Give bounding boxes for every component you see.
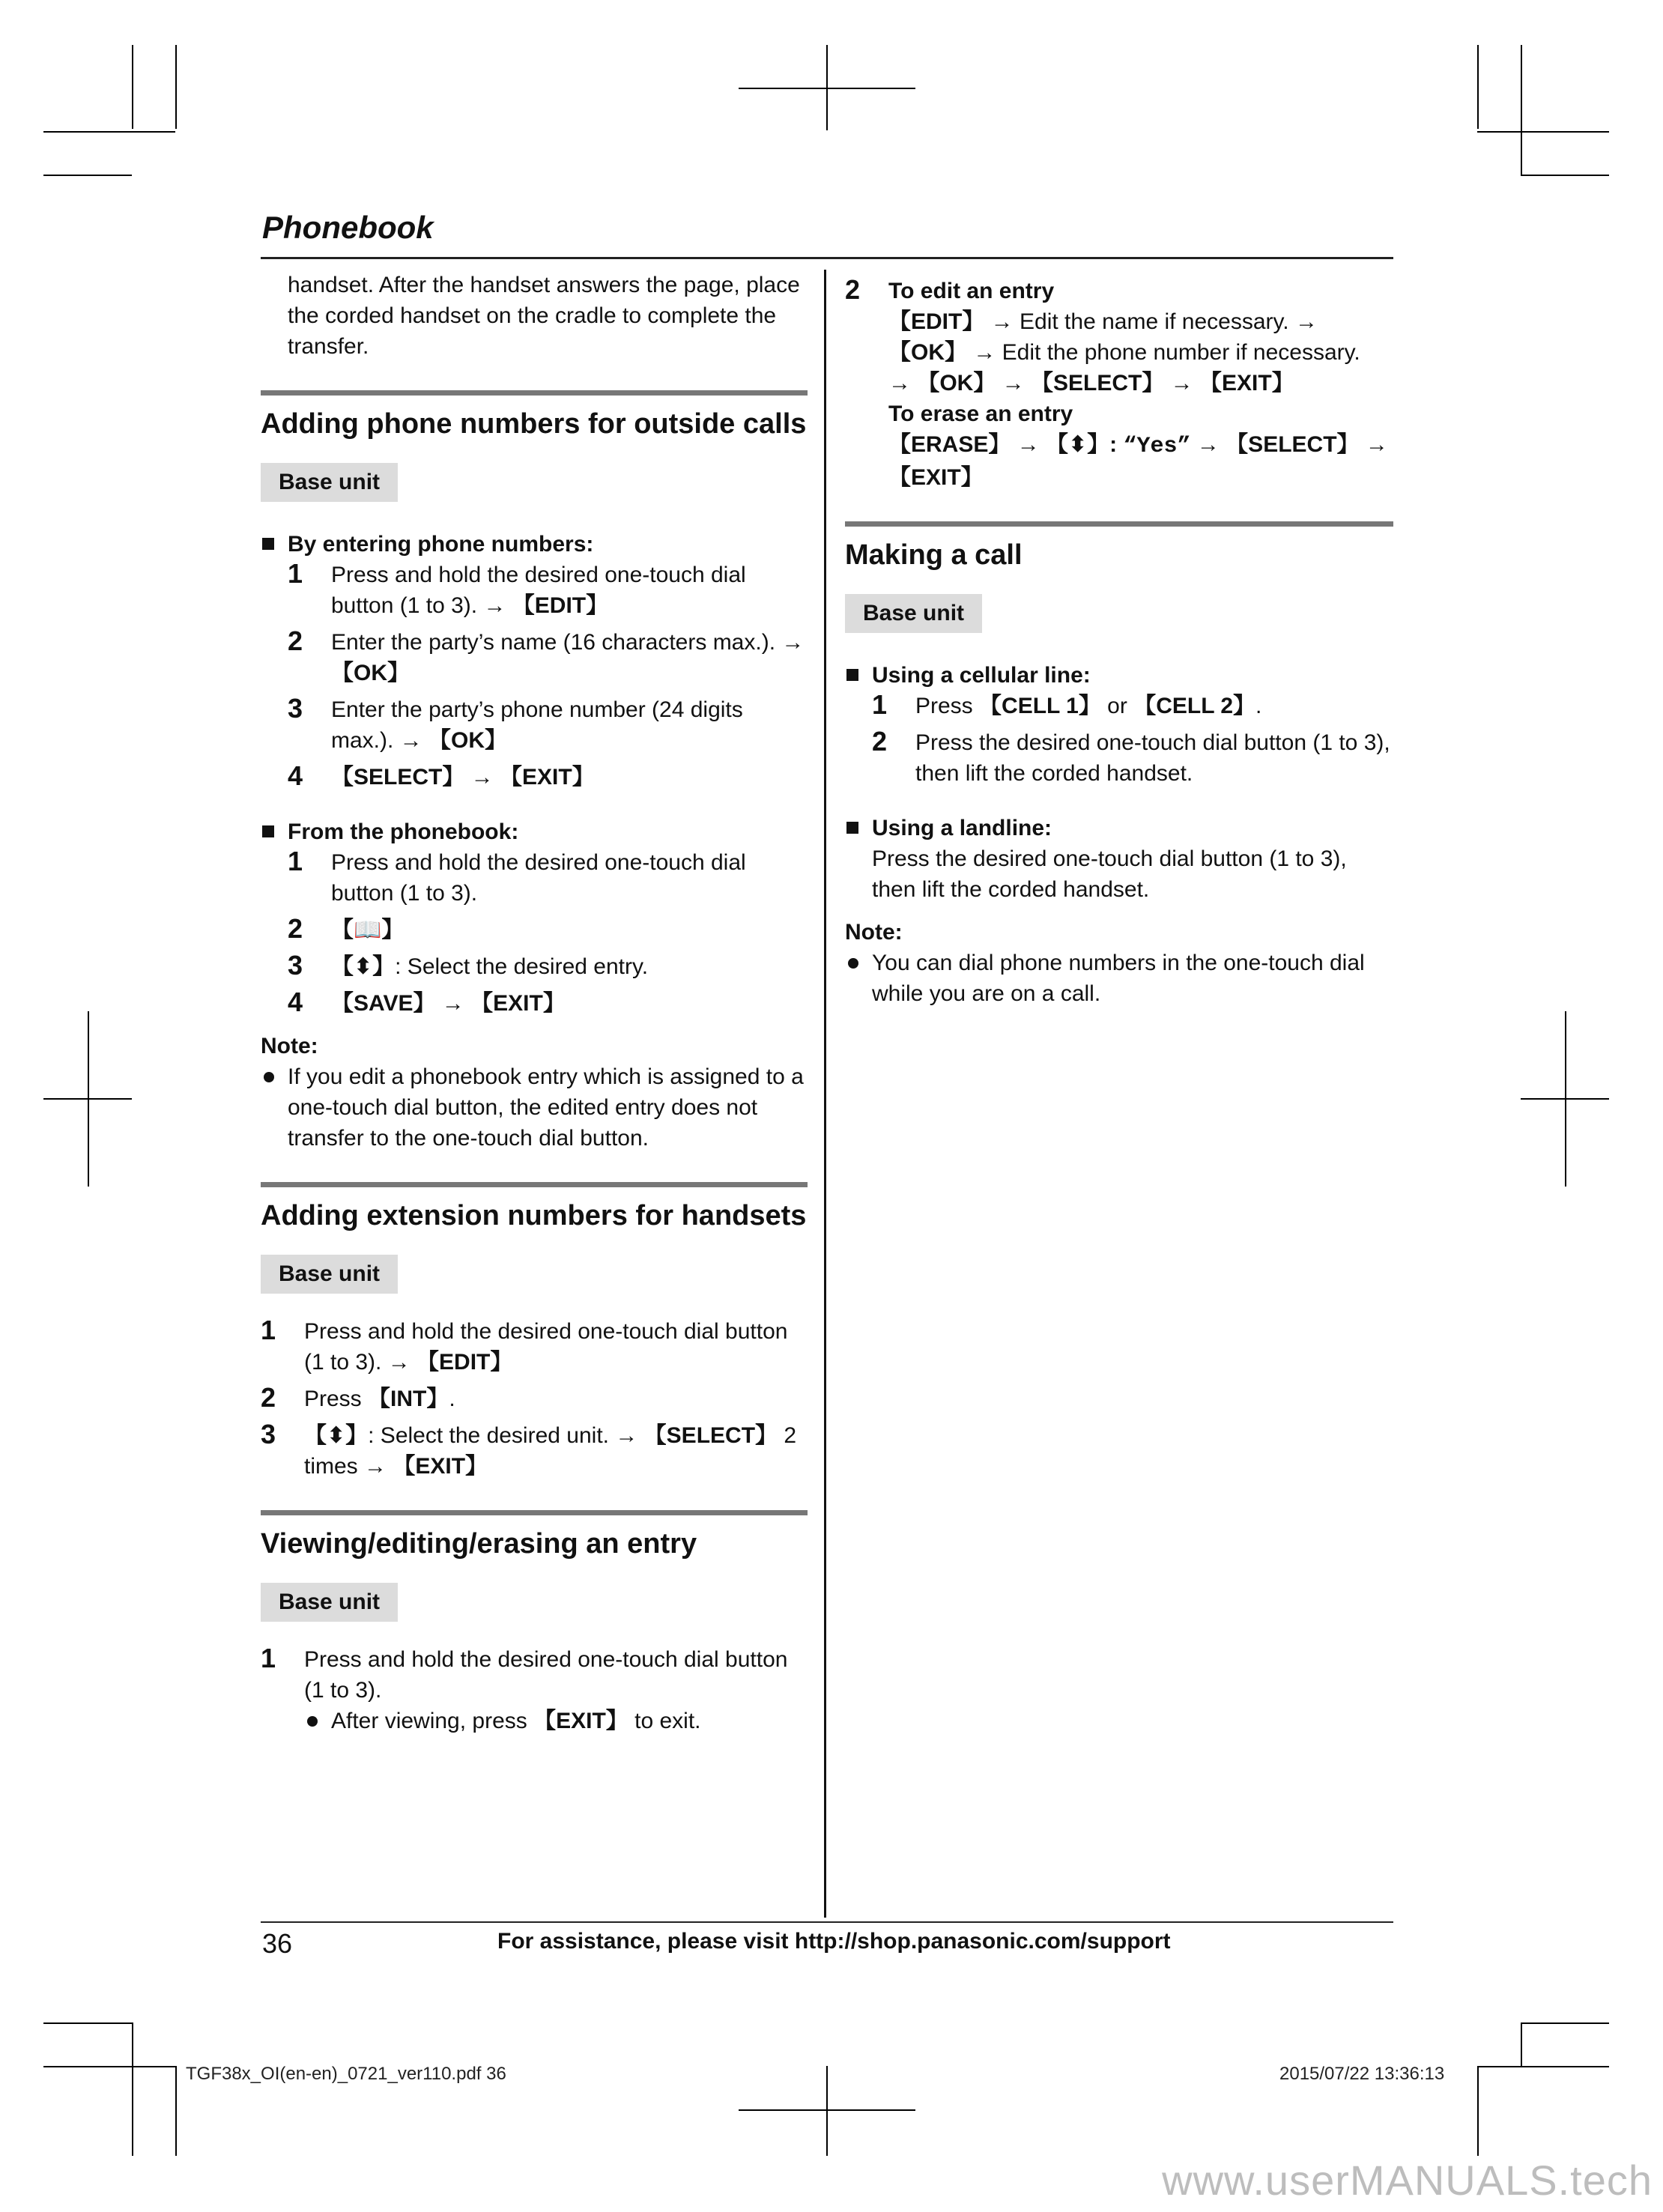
subhead-landline: Using a landline:: [845, 813, 1393, 843]
footer-rule: [261, 1921, 1393, 1923]
section-title: Phonebook: [262, 210, 434, 245]
heading-extension-numbers: Adding extension numbers for handsets: [261, 1200, 807, 1231]
note-label: Note:: [845, 920, 903, 945]
list-item: 1 Press and hold the desired one-touch dial button (1 to 3). → 【EDIT】: [288, 558, 746, 618]
base-unit-badge: Base unit: [261, 1255, 398, 1294]
navigator-key-icon: 【⬍】: [304, 1423, 369, 1448]
heading-rule: [261, 1182, 808, 1187]
square-bullet-icon: [846, 669, 858, 681]
crop-mark: [1477, 45, 1479, 129]
heading-outside-calls: Adding phone numbers for outside calls: [261, 408, 807, 440]
sub-bullet: After viewing, press 【EXIT】 to exit.: [304, 1706, 808, 1736]
left-column: [261, 270, 808, 1742]
note-label: Note:: [261, 1034, 318, 1058]
crop-mark: [43, 175, 132, 176]
intro-text: handset. After the handset answers the page, place the corded handset on the cradle to complete the transfer.: [288, 273, 800, 359]
list-item: 3 【⬍】: Select the desired unit. → 【SELECT】 2 times → 【EXIT】: [261, 1419, 797, 1479]
crop-mark: [1521, 2022, 1609, 2024]
crop-mark: [175, 2066, 177, 2156]
phonebook-key-icon: 【📖】: [331, 918, 405, 942]
crop-mark: [739, 88, 915, 89]
subhead-by-entering: By entering phone numbers:: [261, 529, 808, 560]
crop-mark: [175, 45, 177, 129]
support-footer: For assistance, please visit http://shop.panasonic.com/support: [497, 1929, 1171, 1954]
subhead-edit-entry: To edit an entry: [888, 279, 1055, 303]
crop-mark: [1521, 175, 1609, 176]
watermark: www.userMANUALS.tech: [1162, 2157, 1653, 2204]
list-item: 4 【SAVE】 → 【EXIT】: [288, 987, 566, 1017]
print-date-info: 2015/07/22 13:36:13: [1279, 2064, 1445, 2084]
subhead-from-phonebook: From the phonebook:: [261, 816, 808, 847]
crop-mark: [43, 1098, 132, 1100]
heading-viewing-editing: Viewing/editing/erasing an entry: [261, 1528, 697, 1560]
crop-mark: [132, 2022, 133, 2156]
landline-text: Press the desired one-touch dial button (1 to 3), then lift the corded handset.: [872, 846, 1347, 902]
bullet-icon: [307, 1716, 318, 1727]
square-bullet-icon: [262, 825, 274, 837]
list-item: 1 Press and hold the desired one-touch dial button (1 to 3). → 【EDIT】: [261, 1315, 788, 1375]
page-number: 36: [262, 1928, 293, 1959]
crop-mark: [826, 2066, 828, 2156]
subhead-erase-entry: To erase an entry: [888, 402, 1073, 426]
list-item: 1 Press 【CELL 1】 or 【CELL 2】.: [872, 689, 1262, 720]
crop-mark: [1521, 1098, 1609, 1100]
crop-mark: [43, 2066, 175, 2067]
list-item: 4 【SELECT】 → 【EXIT】: [288, 760, 595, 791]
crop-mark: [132, 45, 133, 129]
list-item: 2 Press 【INT】.: [261, 1382, 455, 1413]
crop-mark: [1521, 2022, 1522, 2067]
list-item: 2 Press the desired one-touch dial button (1 to 3), then lift the corded handset.: [872, 726, 1390, 786]
subhead-cellular-line: Using a cellular line:: [845, 660, 1393, 691]
heading-rule: [845, 521, 1393, 527]
list-item: 2 【📖】: [288, 913, 405, 944]
note-item: You can dial phone numbers in the one-touch dial while you are on a call.: [845, 948, 1393, 1009]
list-item: 2 To edit an entry 【EDIT】 → Edit the name if necessary. → 【OK】 → Edit the phone number if necessary. → 【OK】 → 【SELECT】 → 【EXIT】 To erase an entry 【ERASE】 → 【⬍】: “Yes” → 【SELECT】 → 【EXIT】: [845, 276, 1393, 493]
crop-mark: [1521, 45, 1522, 175]
heading-rule: [261, 1510, 808, 1515]
list-item: 3 Enter the party’s phone number (24 digits max.). → 【OK】: [288, 693, 743, 753]
list-item: 1 Press and hold the desired one-touch dial button (1 to 3). After viewing, press 【EXIT】 to exit.: [261, 1644, 808, 1736]
square-bullet-icon: [846, 822, 858, 834]
column-divider: [824, 270, 826, 1918]
navigator-key-icon: 【⬍】: [331, 954, 396, 979]
print-file-info: TGF38x_OI(en-en)_0721_ver110.pdf 36: [186, 2064, 506, 2084]
list-item: 2 Enter the party’s name (16 characters max.). → 【OK】: [288, 625, 805, 685]
heading-making-a-call: Making a call: [845, 539, 1023, 571]
bullet-icon: [264, 1072, 274, 1082]
list-item: 1 Press and hold the desired one-touch dial button (1 to 3).: [288, 846, 746, 906]
crop-mark: [43, 131, 175, 133]
header-rule: [261, 257, 1393, 259]
crop-mark: [739, 2109, 915, 2111]
base-unit-badge: Base unit: [845, 594, 982, 633]
base-unit-badge: Base unit: [261, 463, 398, 502]
crop-mark: [43, 2022, 132, 2024]
note-item: If you edit a phonebook entry which is assigned to a one-touch dial button, the edited entry does not transfer to the one-touch dial button.: [261, 1061, 808, 1154]
base-unit-badge: Base unit: [261, 1583, 398, 1622]
list-item: 3 【⬍】: Select the desired entry.: [288, 950, 649, 981]
heading-rule: [261, 390, 808, 396]
bullet-icon: [848, 958, 858, 969]
crop-mark: [1477, 131, 1609, 133]
right-column: [845, 276, 1393, 1009]
crop-mark: [1477, 2066, 1479, 2156]
crop-mark: [1477, 2066, 1609, 2067]
square-bullet-icon: [262, 538, 274, 550]
